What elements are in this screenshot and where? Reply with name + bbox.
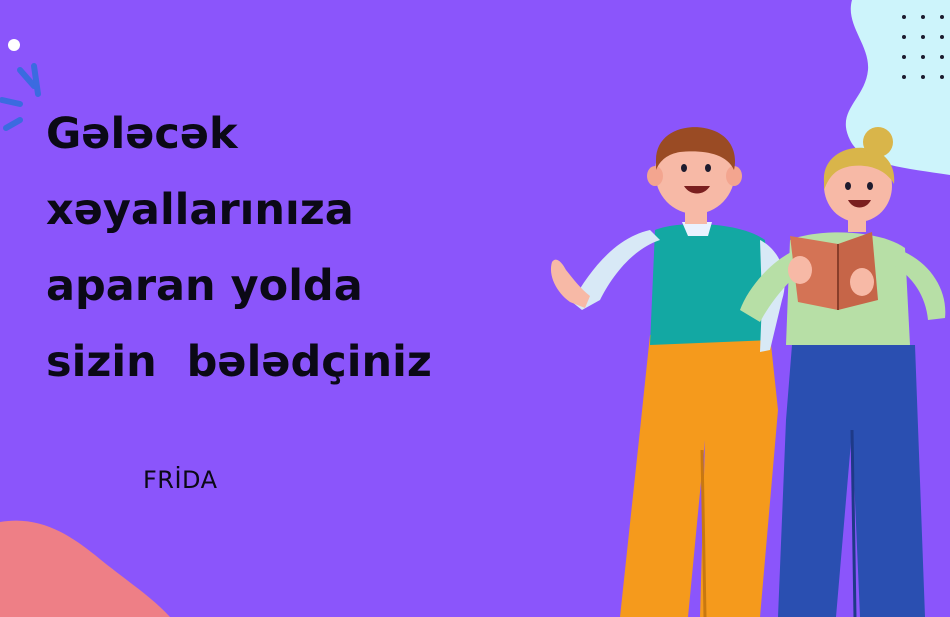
headline-line-1: Gələcək	[46, 109, 238, 159]
boy-illustration	[551, 127, 785, 617]
headline-line-4: sizin bələdçiniz	[46, 337, 432, 387]
headline-line-3: aparan yolda	[46, 261, 363, 311]
brand-name: FRİDA	[143, 466, 218, 494]
headline-line-2: xəyallarınıza	[46, 185, 354, 235]
